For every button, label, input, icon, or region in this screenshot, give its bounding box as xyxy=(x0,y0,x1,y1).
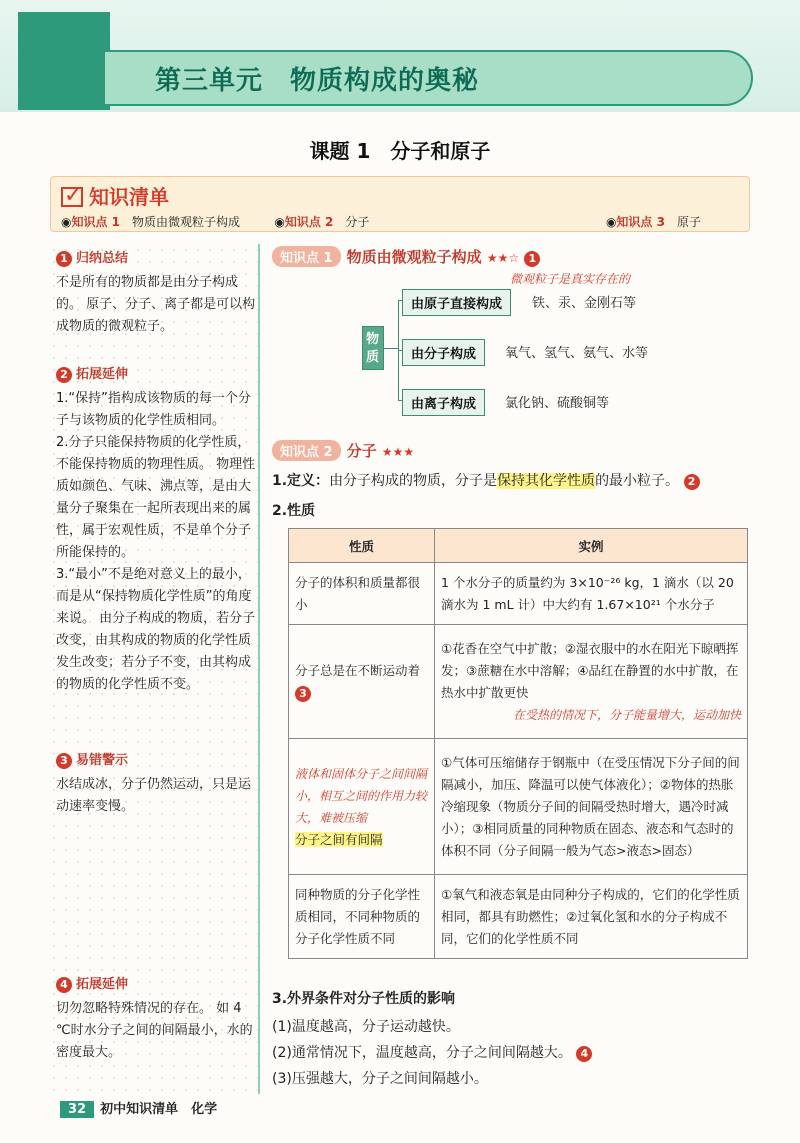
props-title: 2.性质 xyxy=(272,503,316,519)
factor-item-2: (2)通常情况下，温度越高，分子之间间隔越大。 4 xyxy=(272,1042,596,1062)
sidebar-section-2: 2 拓展延伸 1.“保持”指构成该物质的每一个分子与该物质的化学性质相同。 2.分子只能保持物质的化学性质，不能保持物质的物理性质。 物理性质如颜色、气味、沸点等，是由大量分子聚集在一起所表现出来的属性，属于宏观性质，不是单个分子所能保持的。 3.“最小”不是绝对意义上的最小，而是从“保持物质化学性质”的角度来说。 由分子构成的物质，若分子改变，由其构成的物质的化学性质发生改变；若分子不变，由其构成的物质的化学性质不变。 xyxy=(56,364,256,696)
row-note: 在受热的情况下，分子能量增大，运动加快 xyxy=(512,707,741,722)
kp2-heading: 知识点 2 分子 ★★★ xyxy=(272,440,414,461)
sidebar-section-4: 4 拓展延伸 切勿忽略特殊情况的存在。 如 4 ℃时水分子之间的间隔最小，水的密度最大。 xyxy=(56,974,256,1064)
header-tab xyxy=(18,12,110,110)
factors-title: 3.外界条件对分子性质的影响 xyxy=(272,991,456,1007)
sidebar-section-body: 不是所有的物质都是由分子构成的。 原子、分子、离子都是可以构成物质的微观粒子。 xyxy=(56,275,256,334)
knowledge-item-3[interactable]: ◉知识点 3 原子 xyxy=(605,215,701,229)
table-row: 液体和固体分子之间间隔小，相互之间的作用力较大，难被压缩 分子之间有间隔 ①气体可压缩储存于钢瓶中（在受压情况下分子间的间隔减小，加压、降温可以使气体液化）；②物体的热胀冷缩现象（物质分子间的间隔受热时增大，遇冷时减小）；③相同质量的同种物质在固态、液态和气态时的体积不同（分子间隔一般为气态>液态>固态） xyxy=(289,739,748,875)
branch-examples-3: 氯化钠、硫酸铜等 xyxy=(505,396,610,411)
sidebar-section-3: 3 易错警示 水结成冰，分子仍然运动，只是运动速率变慢。 xyxy=(56,750,256,818)
properties-table xyxy=(288,528,748,959)
root-box: 物质 xyxy=(362,326,384,370)
table-row: 分子总是在不断运动着 3 ①花香在空气中扩散；②湿衣服中的水在阳光下晾晒挥发；③蔗糖在水中溶解；④品红在静置的水中扩散，在热水中扩散更快 在受热的情况下，分子能量增大，运动加快 xyxy=(289,625,748,739)
branch-box-2: 由分子构成 xyxy=(402,339,485,366)
sidebar xyxy=(48,244,260,1094)
knowledge-list-heading: ✓知识清单 xyxy=(61,181,169,210)
book-title: 初中知识清单 化学 xyxy=(100,1102,218,1117)
checkbox-icon xyxy=(61,187,83,207)
definition: 1.定义：由分子构成的物质，分子是保持其化学性质的最小粒子。 2 xyxy=(272,470,704,490)
row-note: 液体和固体分子之间间隔小，相互之间的作用力较大，难被压缩 xyxy=(295,766,428,825)
sidebar-section-1: 1 归纳总结 不是所有的物质都是由分子构成的。 原子、分子、离子都是可以构成物质的微观粒子。 xyxy=(56,248,256,338)
knowledge-item-2[interactable]: ◉知识点 2 分子 xyxy=(274,215,370,229)
branch-examples-1: 铁、汞、金刚石等 xyxy=(532,296,637,311)
footer xyxy=(60,1098,217,1118)
stars-icon: ★★☆ xyxy=(486,251,520,265)
factor-item-1: (1)温度越高，分子运动越快。 xyxy=(272,1019,460,1035)
table-row: 分子的体积和质量都很小 1 个水分子的质量约为 3×10⁻²⁶ kg，1 滴水（以 20 滴水为 1 mL 计）中大约有 1.67×10²¹ 个水分子 xyxy=(289,563,748,625)
page-number: 32 xyxy=(60,1101,94,1118)
factor-item-3: (3)压强越大，分子之间间隔越小。 xyxy=(272,1071,488,1087)
sidebar-section-body: 1.“保持”指构成该物质的每一个分子与该物质的化学性质相同。 2.分子只能保持物质的化学性质，不能保持物质的物理性质。 物理性质如颜色、气味、沸点等，是由大量分子聚集在一起所表现出来的属性，属于宏观性质，不是单个分子所能保持的。 3.“最小”不是绝对意义上的最小，而是从“保持物质化学性质”的角度来说。 由分子构成的物质，若分子改变，由其构成的物质的化学性质发生改变；若分子不变，由其构成的物质的化学性质不变。 xyxy=(56,391,256,692)
branch-box-1: 由原子直接构成 xyxy=(402,289,511,316)
kp1-note: 微观粒子是真实存在的 xyxy=(510,272,631,286)
kp1-heading: 知识点 1 物质由微观粒子构成 ★★☆ 1 xyxy=(272,246,544,267)
lesson-title: 课题 1 分子和原子 xyxy=(309,139,491,163)
table-header-example: 实例 xyxy=(435,529,748,563)
knowledge-item-1[interactable]: ◉知识点 1 物质由微观粒子构成 xyxy=(61,215,241,229)
knowledge-list xyxy=(50,176,750,232)
stars-icon: ★★★ xyxy=(381,445,415,459)
branch-examples-2: 氧气、氢气、氨气、水等 xyxy=(505,346,649,361)
table-header-prop: 性质 xyxy=(289,529,435,563)
sidebar-section-body: 水结成冰，分子仍然运动，只是运动速率变慢。 xyxy=(56,777,252,814)
sidebar-section-body: 切勿忽略特殊情况的存在。 如 4 ℃时水分子之间的间隔最小，水的密度最大。 xyxy=(56,1001,253,1060)
branch-box-3: 由离子构成 xyxy=(402,389,485,416)
table-row: 同种物质的分子化学性质相同，不同种物质的分子化学性质不同 ①氧气和液态氧是由同种分子构成的，它们的化学性质相同，都具有助燃性；②过氧化氢和水的分子构成不同，它们的化学性质不同 xyxy=(289,875,748,959)
unit-title: 第三单元 物质构成的奥秘 xyxy=(155,66,480,96)
